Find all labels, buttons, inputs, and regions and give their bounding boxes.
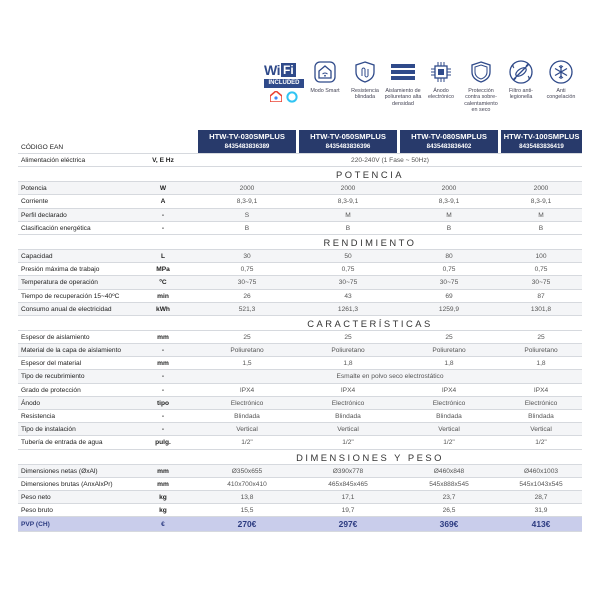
row-label: Dimensiones brutas (AnxAlxPr) [21, 480, 113, 488]
row-unit: V, E Hz [152, 157, 174, 164]
feature-smart-mode [306, 60, 344, 94]
cell: Vertical [236, 426, 258, 434]
cell: 1261,3 [337, 305, 359, 313]
row-label: Clasificación energética [21, 224, 91, 232]
cell: 17,1 [341, 493, 355, 501]
cell: 30~75 [531, 279, 551, 287]
alexa-icon [286, 91, 298, 103]
cell: Ø460x848 [433, 467, 465, 475]
cell: 8,3-9,1 [438, 198, 460, 206]
cell: 521,3 [238, 305, 256, 313]
row-unit: A [160, 198, 166, 206]
cell: 0,75 [240, 266, 254, 274]
table-row [18, 222, 582, 235]
row-label: Perfil declarado [21, 211, 67, 219]
model-name: HTW-TV-050SMPLUS [310, 132, 386, 141]
table-row [18, 344, 582, 357]
cell: IPX4 [533, 386, 549, 394]
feature-insulation [384, 60, 422, 107]
model-column-header [299, 130, 397, 154]
cell: 2000 [239, 185, 255, 193]
ean-label: CÓDIGO EAN [21, 144, 64, 151]
section-title: DIMENSIONES Y PESO [18, 450, 582, 465]
feature-label: Anti congelación [546, 88, 576, 101]
row-label: Capacidad [21, 252, 53, 260]
table-row [18, 276, 582, 289]
cell: 31,9 [534, 507, 548, 515]
row-label: Dimensiones netas (ØxAl) [21, 467, 98, 475]
feature-label: Protección contra sobre-calentamiento en seco [464, 88, 498, 114]
cell: 410x700x410 [227, 480, 267, 488]
row-label: Peso bruto [21, 507, 53, 515]
table-row [18, 263, 582, 276]
cell: 25 [243, 333, 251, 341]
cell: Ø390x778 [332, 467, 364, 475]
feature-label: Resistencia blindada [351, 88, 379, 101]
row-label: Resistencia [21, 413, 56, 420]
row-unit: mm [157, 467, 169, 475]
table-row [18, 209, 582, 222]
cell: 1/2" [241, 439, 253, 447]
ean-code: 8435483836389 [224, 143, 270, 150]
cell: 25 [344, 333, 352, 341]
feature-label: Filtro anti-legionella [509, 88, 533, 101]
row-unit: kg [159, 507, 167, 515]
cell: Electrónico [331, 399, 365, 407]
cell: Blindada [528, 413, 554, 420]
row-label: Consumo anual de electricidad [21, 305, 112, 313]
price-value: 413€ [531, 519, 551, 530]
cell: 30 [243, 252, 251, 260]
cell: B [345, 224, 351, 232]
row-value: Esmalte en polvo seco electrostático [336, 373, 444, 381]
price-value: 297€ [338, 519, 358, 530]
row-unit: - [161, 426, 165, 434]
table-row [18, 250, 582, 263]
row-unit: kWh [156, 305, 170, 313]
table-row [18, 195, 582, 208]
ean-code: 8435483836402 [426, 143, 472, 150]
ean-code: 8435483836419 [519, 143, 564, 150]
cell: 1,5 [242, 360, 252, 368]
price-unit: € [161, 521, 165, 529]
feature-electronic-anode [422, 60, 460, 101]
ean-code: 8435483836396 [325, 143, 371, 150]
cell: 30~75 [237, 279, 257, 287]
cell: 80 [445, 252, 453, 260]
cell: Poliuretano [331, 347, 365, 355]
row-label: Tipo de instalación [21, 426, 76, 434]
cell: Blindada [234, 413, 260, 420]
cell: M [446, 211, 452, 219]
model-name: HTW-TV-030SMPLUS [209, 132, 285, 141]
cell: S [244, 211, 250, 219]
cell: Electrónico [230, 399, 264, 407]
wifi-included-label: INCLUDED [264, 79, 304, 88]
row-label: Alimentación eléctrica [21, 157, 86, 164]
table-row [18, 331, 582, 344]
model-column-header [501, 130, 582, 154]
row-unit: - [161, 386, 165, 394]
cell: 8,3-9,1 [530, 198, 552, 206]
cell: 465x845x465 [328, 480, 368, 488]
row-unit: kg [159, 493, 167, 501]
cell: 13,8 [240, 493, 254, 501]
row-label: Peso neto [21, 493, 51, 501]
cell: 30~75 [338, 279, 358, 287]
row-label: Grado de protección [21, 386, 81, 394]
cell: 87 [537, 292, 545, 300]
row-label: Tipo de recubrimiento [21, 373, 85, 381]
cell: 0,75 [341, 266, 355, 274]
spec-table [18, 130, 582, 532]
cell: Poliuretano [524, 347, 558, 355]
cell: 26 [243, 292, 251, 300]
cell: 1301,8 [530, 305, 552, 313]
insulation-layers-icon [391, 60, 415, 84]
cell: 2000 [441, 185, 457, 193]
feature-label: Modo Smart [310, 88, 340, 94]
cell: Blindada [436, 413, 462, 420]
snowflake-icon [549, 60, 573, 84]
section-title: POTENCIA [18, 167, 582, 182]
table-row [18, 370, 582, 383]
cell: Poliuretano [230, 347, 264, 355]
row-label: Espesor del material [21, 360, 82, 368]
cell: 26,5 [442, 507, 456, 515]
wifi-logo [264, 62, 304, 78]
cell: 2000 [533, 185, 549, 193]
cell: B [538, 224, 544, 232]
row-label: Tiempo de recuperación 15~40ºC [21, 292, 120, 300]
cell: IPX4 [441, 386, 457, 394]
cell: M [345, 211, 351, 219]
model-name: HTW-TV-100SMPLUS [503, 132, 580, 141]
section-title: RENDIMIENTO [18, 235, 582, 250]
price-row [18, 517, 582, 532]
model-name: HTW-TV-080SMPLUS [411, 132, 487, 141]
cell: 8,3-9,1 [236, 198, 258, 206]
cell: B [446, 224, 452, 232]
table-row [18, 410, 582, 423]
table-row [18, 423, 582, 436]
cell: 43 [344, 292, 352, 300]
cell: IPX4 [340, 386, 356, 394]
cell: 19,7 [341, 507, 355, 515]
cell: Ø460x1003 [523, 467, 559, 475]
cell: 50 [344, 252, 352, 260]
row-unit: - [161, 211, 165, 219]
shield-resistance-icon [353, 60, 377, 84]
cell: Vertical [530, 426, 552, 434]
table-row [18, 436, 582, 449]
cell: Ø350x655 [231, 467, 263, 475]
chip-anode-icon [429, 60, 453, 84]
cell: 8,3-9,1 [337, 198, 359, 206]
cell: IPX4 [239, 386, 255, 394]
cell: 25 [537, 333, 545, 341]
cell: 0,75 [534, 266, 548, 274]
row-label: Espesor de aislamiento [21, 333, 90, 341]
cell: 23,7 [442, 493, 456, 501]
cell: M [538, 211, 544, 219]
feature-anti-freeze [542, 60, 580, 101]
row-unit: - [161, 224, 165, 232]
cell: 69 [445, 292, 453, 300]
row-label: Material de la capa de aislamiento [21, 347, 122, 355]
row-unit: min [157, 292, 169, 300]
row-value: 220-240V (1 Fase ~ 50Hz) [351, 157, 429, 164]
row-label: Temperatura de operación [21, 279, 98, 287]
cell: Poliuretano [432, 347, 466, 355]
home-wifi-icon [313, 60, 337, 84]
cell: 1/2" [342, 439, 354, 447]
cell: 1/2" [535, 439, 547, 447]
feature-armored-resistance [346, 60, 384, 101]
price-label: PVP (CH) [21, 521, 50, 529]
row-unit: mm [157, 333, 169, 341]
table-row [18, 491, 582, 504]
feature-label: Aislamiento de poliuretano alta densidad [384, 88, 422, 107]
wifi-fi-text: Fi [282, 63, 294, 77]
cell: 1,8 [444, 360, 454, 368]
row-unit: pulg. [155, 439, 171, 447]
cell: 2000 [340, 185, 356, 193]
cell: 1,8 [536, 360, 546, 368]
row-unit: L [160, 252, 166, 260]
cell: 1,8 [343, 360, 353, 368]
table-row [18, 504, 582, 517]
cell: 545x888x545 [429, 480, 469, 488]
cell: 545x1043x545 [519, 480, 563, 488]
table-row [18, 154, 582, 167]
row-label: Tubería de entrada de agua [21, 439, 103, 447]
cell: 1/2" [443, 439, 455, 447]
row-label: Corriente [21, 198, 49, 206]
cell: 15,5 [240, 507, 254, 515]
price-value: 270€ [237, 519, 257, 530]
table-row [18, 465, 582, 478]
row-unit: tipo [156, 399, 170, 407]
row-label: Presión máxima de trabajo [21, 266, 100, 274]
row-unit: - [161, 373, 165, 381]
cell: 25 [445, 333, 453, 341]
table-row [18, 303, 582, 316]
wifi-included-badge [264, 62, 304, 108]
smart-assistant-logos [264, 91, 304, 103]
model-column-header [400, 130, 498, 154]
row-unit: mm [157, 360, 169, 368]
row-label: Ánodo [21, 399, 41, 407]
wifi-wi-text: Wi [264, 62, 280, 78]
feature-dry-heat-protection [462, 60, 500, 114]
table-row [18, 397, 582, 410]
table-row [18, 290, 582, 303]
table-header [18, 130, 582, 154]
table-row [18, 384, 582, 397]
cell: 100 [535, 252, 547, 260]
row-unit: - [161, 413, 165, 420]
cell: Electrónico [524, 399, 558, 407]
cell: 30~75 [439, 279, 459, 287]
feature-icon-strip [264, 58, 584, 120]
table-row [18, 182, 582, 195]
cell: B [244, 224, 250, 232]
cell: Electrónico [432, 399, 466, 407]
table-row [18, 357, 582, 370]
price-value: 369€ [439, 519, 459, 530]
cell: 1259,9 [438, 305, 460, 313]
row-unit: ºC [159, 279, 167, 287]
table-row [18, 478, 582, 491]
section-title: CARACTERÍSTICAS [18, 316, 582, 331]
feature-anti-legionella [502, 60, 540, 101]
cell: 0,75 [442, 266, 456, 274]
row-unit: MPa [156, 266, 170, 274]
row-unit: - [161, 347, 165, 355]
cell: Vertical [438, 426, 460, 434]
model-column-header [198, 130, 296, 154]
anti-legionella-icon [509, 60, 533, 84]
google-home-icon [270, 91, 282, 102]
cell: Blindada [335, 413, 361, 420]
row-unit: W [159, 185, 167, 193]
row-unit: mm [157, 480, 169, 488]
feature-label: Ánodo electrónico [427, 88, 455, 101]
cell: Vertical [337, 426, 359, 434]
shield-protection-icon [469, 60, 493, 84]
cell: 28,7 [534, 493, 548, 501]
row-label: Potencia [21, 185, 47, 193]
